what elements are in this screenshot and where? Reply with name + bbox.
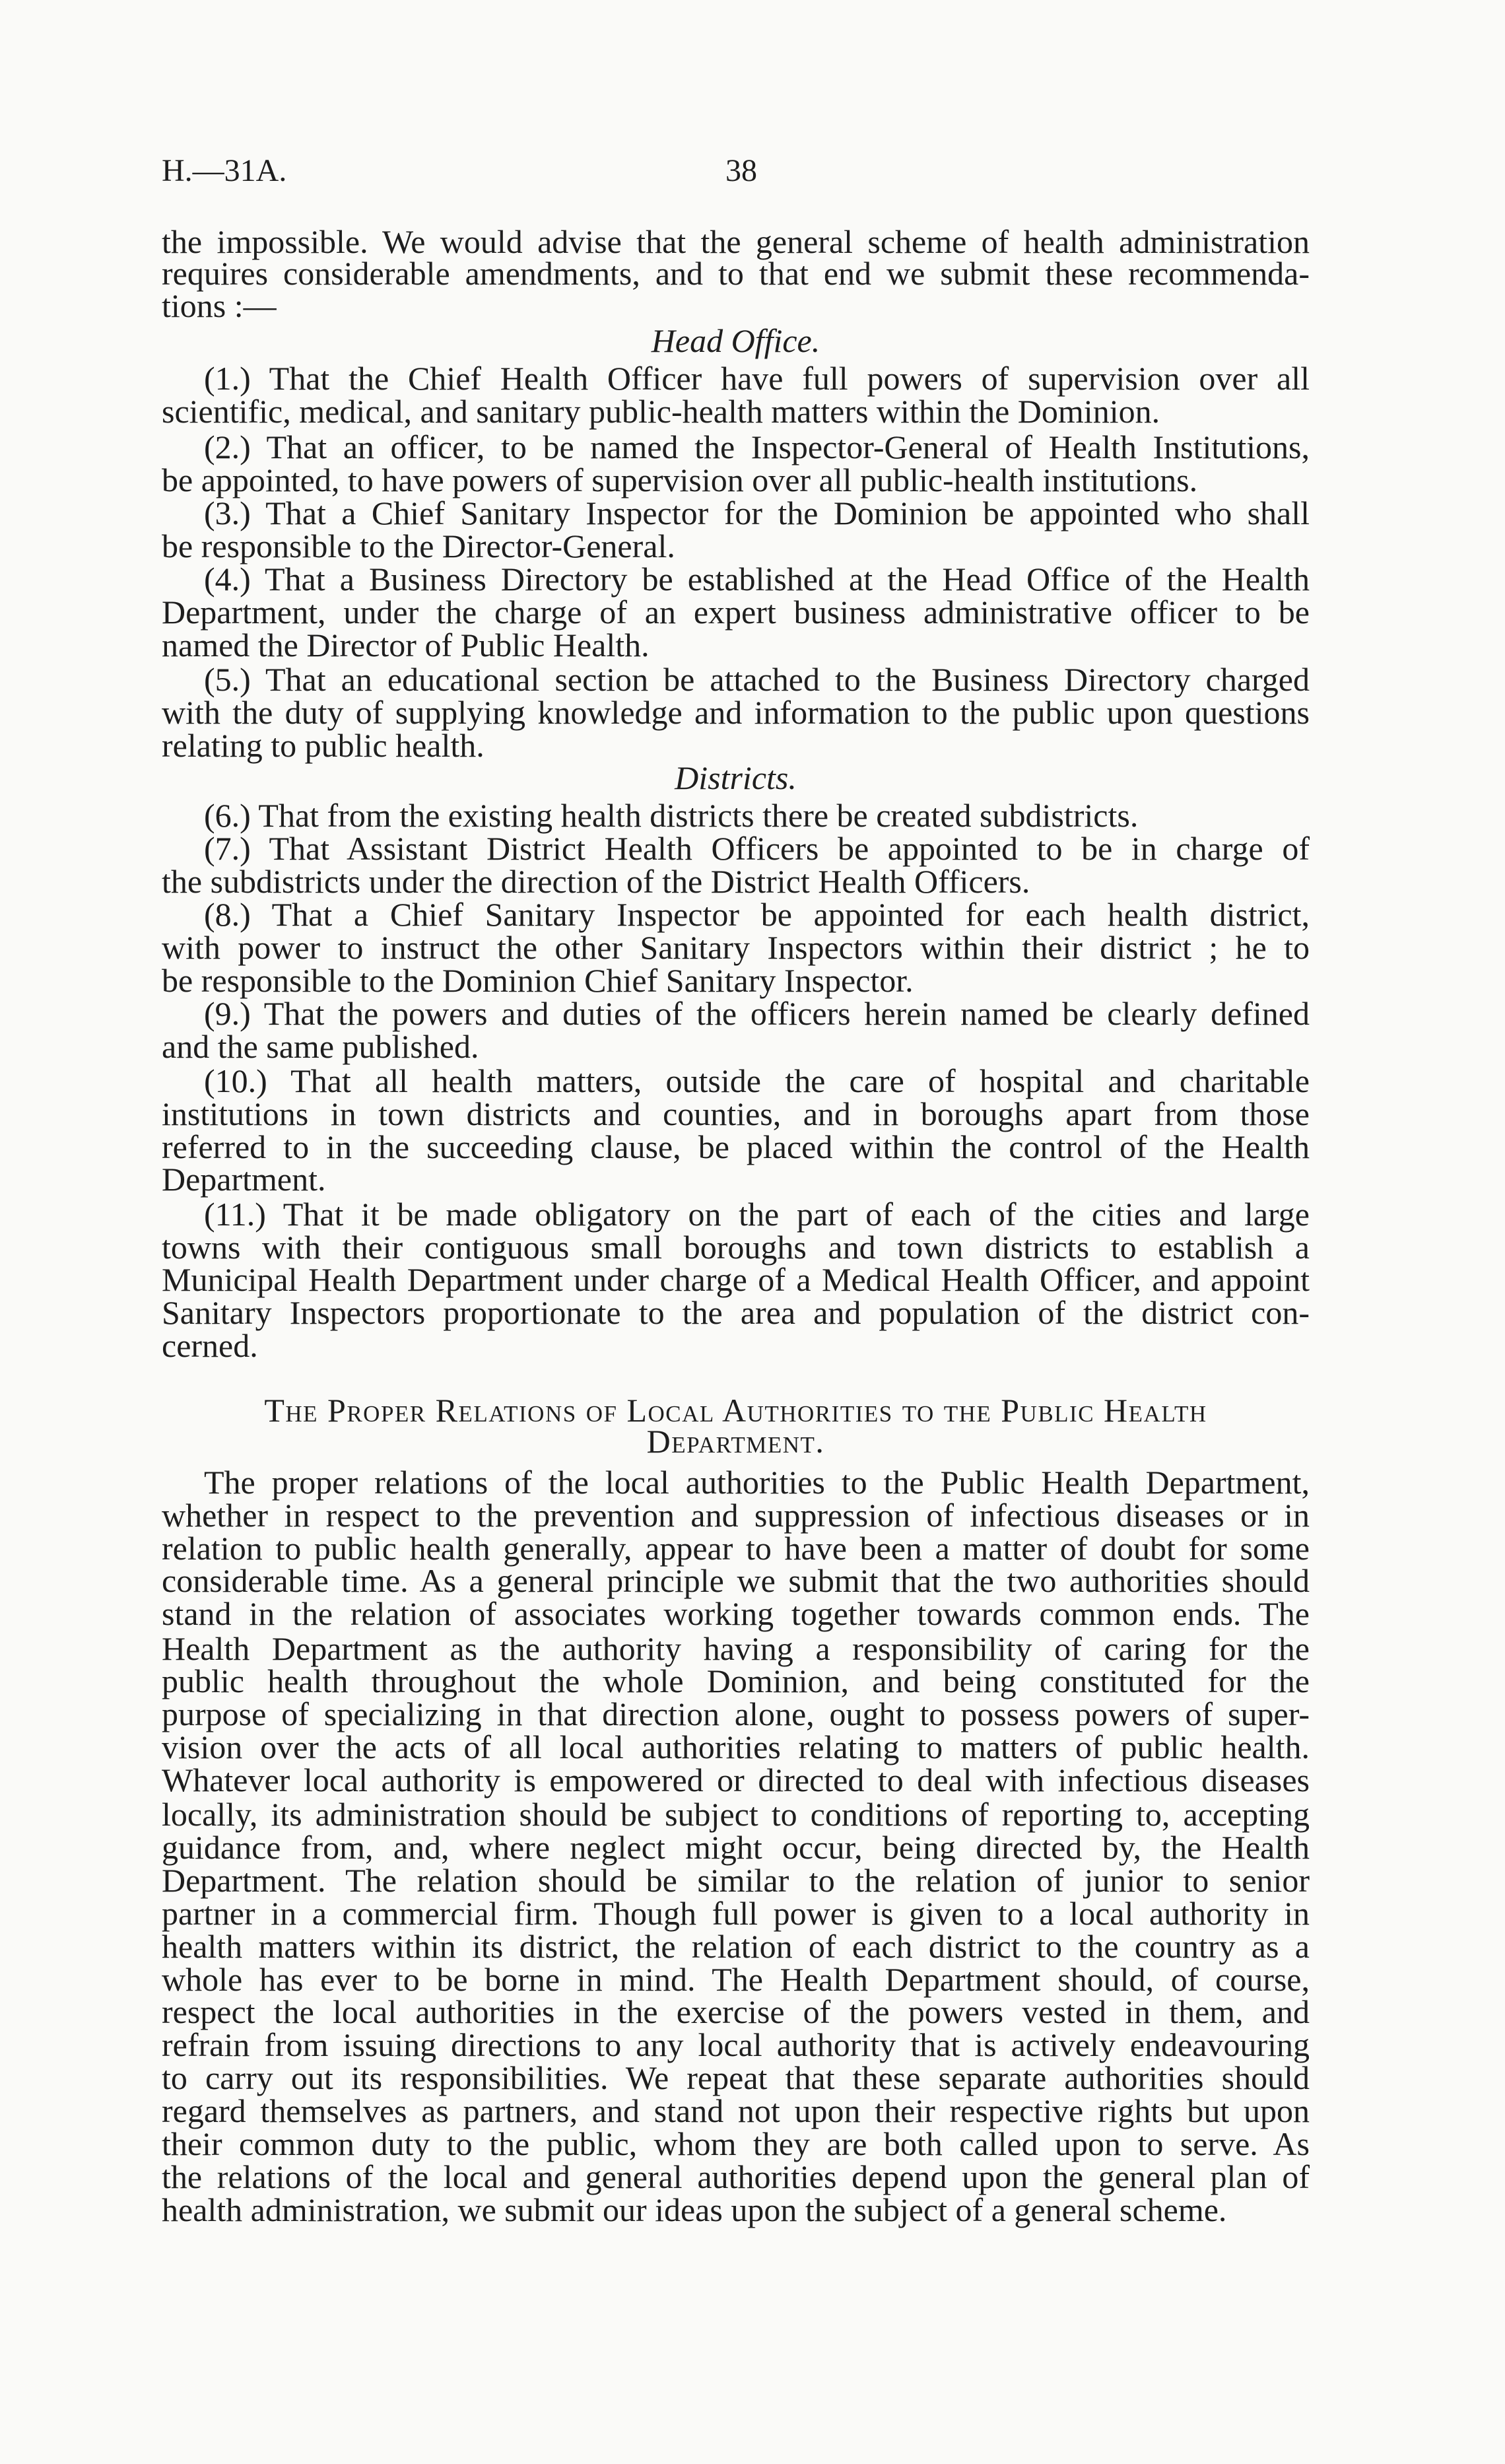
relations-line-11: locally, its administration should be subject to conditions of reporting to, accepting xyxy=(162,1796,1310,1833)
relations-line-17: respect the local authorities in the exercise of the powers vested in them, and xyxy=(162,1993,1310,2030)
recommendation-8-line-3: be responsible to the Dominion Chief Sanitary Inspector. xyxy=(162,962,914,999)
relations-line-13: Department. The relation should be similar to the relation of junior to senior xyxy=(162,1862,1310,1899)
recommendation-4-line-3: named the Director of Public Health. xyxy=(162,627,650,664)
relations-line-20: regard themselves as partners, and stand not upon their respective rights but upon xyxy=(162,2092,1310,2129)
recommendation-5-line-3: relating to public health. xyxy=(162,727,485,764)
recommendation-4-line-1: (4.) That a Business Directory be established at the Head Office of the Health xyxy=(204,561,1310,598)
section-title-relations-line-1: The Proper Relations of Local Authorities to the Public Health xyxy=(264,1392,1207,1429)
relations-line-1: The proper relations of the local authorities to the Public Health Department, xyxy=(204,1464,1310,1501)
document-code: H.—31A. xyxy=(162,153,287,188)
relations-line-9: vision over the acts of all local authorities relating to matters of public health. xyxy=(162,1728,1310,1765)
intro-line-2: requires considerable amendments, and to that end we submit these recommenda- xyxy=(162,255,1310,292)
recommendation-9-line-1: (9.) That the powers and duties of the officers herein named be clearly defined xyxy=(204,995,1310,1032)
recommendation-7-line-2: the subdistricts under the direction of the District Health Officers. xyxy=(162,863,1030,900)
recommendation-11-line-5: cerned. xyxy=(162,1327,258,1364)
recommendation-10-line-3: referred to in the succeeding clause, be placed within the control of the Health xyxy=(162,1128,1310,1165)
recommendation-11-line-4: Sanitary Inspectors proportionate to the area and population of the district con- xyxy=(162,1294,1310,1331)
relations-line-21: their common duty to the public, whom they are both called upon to serve. As xyxy=(162,2125,1310,2162)
relations-line-10: Whatever local authority is empowered or directed to deal with infectious diseases xyxy=(162,1762,1310,1798)
section-heading-head-office: Head Office. xyxy=(651,322,820,359)
page-number: 38 xyxy=(725,153,757,188)
relations-line-16: whole has ever to be borne in mind. The Health Department should, of course, xyxy=(162,1961,1310,1998)
recommendation-4-line-2: Department, under the charge of an expert business administrative officer to be xyxy=(162,594,1310,631)
relations-line-6: Health Department as the authority having a responsibility of caring for the xyxy=(162,1630,1310,1667)
recommendation-5-line-1: (5.) That an educational section be attached to the Business Directory charged xyxy=(204,661,1310,698)
recommendation-11-line-2: towns with their contiguous small boroughs and town districts to establish a xyxy=(162,1229,1310,1266)
recommendation-3-line-1: (3.) That a Chief Sanitary Inspector for the Dominion be appointed who shall xyxy=(204,495,1310,531)
relations-line-7: public health throughout the whole Dominion, and being constituted for the xyxy=(162,1662,1310,1699)
recommendation-10-line-1: (10.) That all health matters, outside the care of hospital and charitable xyxy=(204,1062,1310,1099)
intro-line-3: tions :— xyxy=(162,287,277,324)
relations-line-8: purpose of specializing in that direction alone, ought to possess powers of super- xyxy=(162,1695,1310,1732)
relations-line-14: partner in a commercial firm. Though full power is given to a local authority in xyxy=(162,1895,1310,1932)
intro-line-1: the impossible. We would advise that the general scheme of health administration xyxy=(162,223,1310,260)
recommendation-6-line-1: (6.) That from the existing health districts there be created subdistricts. xyxy=(204,797,1139,834)
recommendation-9-line-2: and the same published. xyxy=(162,1028,479,1065)
recommendation-10-line-2: institutions in town districts and counties, and in boroughs apart from those xyxy=(162,1095,1310,1132)
relations-line-5: stand in the relation of associates working together towards common ends. The xyxy=(162,1595,1310,1632)
recommendation-7-line-1: (7.) That Assistant District Health Officers be appointed to be in charge of xyxy=(204,830,1310,867)
recommendation-10-line-4: Department. xyxy=(162,1161,326,1198)
recommendation-1-line-1: (1.) That the Chief Health Officer have full powers of supervision over all xyxy=(204,360,1310,397)
relations-line-19: to carry out its responsibilities. We repeat that these separate authorities should xyxy=(162,2059,1310,2096)
relations-line-4: considerable time. As a general principle we submit that the two authorities should xyxy=(162,1562,1310,1599)
relations-line-3: relation to public health generally, appear to have been a matter of doubt for some xyxy=(162,1530,1310,1567)
relations-line-2: whether in respect to the prevention and suppression of infectious diseases or in xyxy=(162,1497,1310,1534)
recommendation-2-line-1: (2.) That an officer, to be named the Inspector-General of Health Institutions, xyxy=(204,428,1310,465)
section-heading-districts: Districts. xyxy=(675,759,797,796)
relations-line-22: the relations of the local and general authorities depend upon the general plan of xyxy=(162,2158,1310,2195)
relations-line-23: health administration, we submit our ideas upon the subject of a general scheme. xyxy=(162,2191,1227,2228)
recommendation-8-line-1: (8.) That a Chief Sanitary Inspector be appointed for each health district, xyxy=(204,896,1310,933)
relations-line-12: guidance from, and, where neglect might occur, being directed by, the Health xyxy=(162,1829,1310,1866)
recommendation-11-line-1: (11.) That it be made obligatory on the part of each of the cities and large xyxy=(204,1196,1310,1233)
recommendation-2-line-2: be appointed, to have powers of supervision over all public-health institutions. xyxy=(162,462,1198,498)
recommendation-1-line-2: scientific, medical, and sanitary public-health matters within the Dominion. xyxy=(162,393,1160,430)
section-title-relations-line-2: Department. xyxy=(646,1423,825,1460)
recommendation-3-line-2: be responsible to the Director-General. xyxy=(162,528,675,565)
recommendation-11-line-3: Municipal Health Department under charge of a Medical Health Officer, and appoint xyxy=(162,1261,1310,1298)
relations-line-18: refrain from issuing directions to any local authority that is actively endeavouring xyxy=(162,2026,1310,2063)
relations-line-15: health matters within its district, the relation of each district to the country as a xyxy=(162,1928,1310,1965)
recommendation-8-line-2: with power to instruct the other Sanitary Inspectors within their district ; he to xyxy=(162,929,1310,966)
recommendation-5-line-2: with the duty of supplying knowledge and information to the public upon questions xyxy=(162,694,1310,731)
